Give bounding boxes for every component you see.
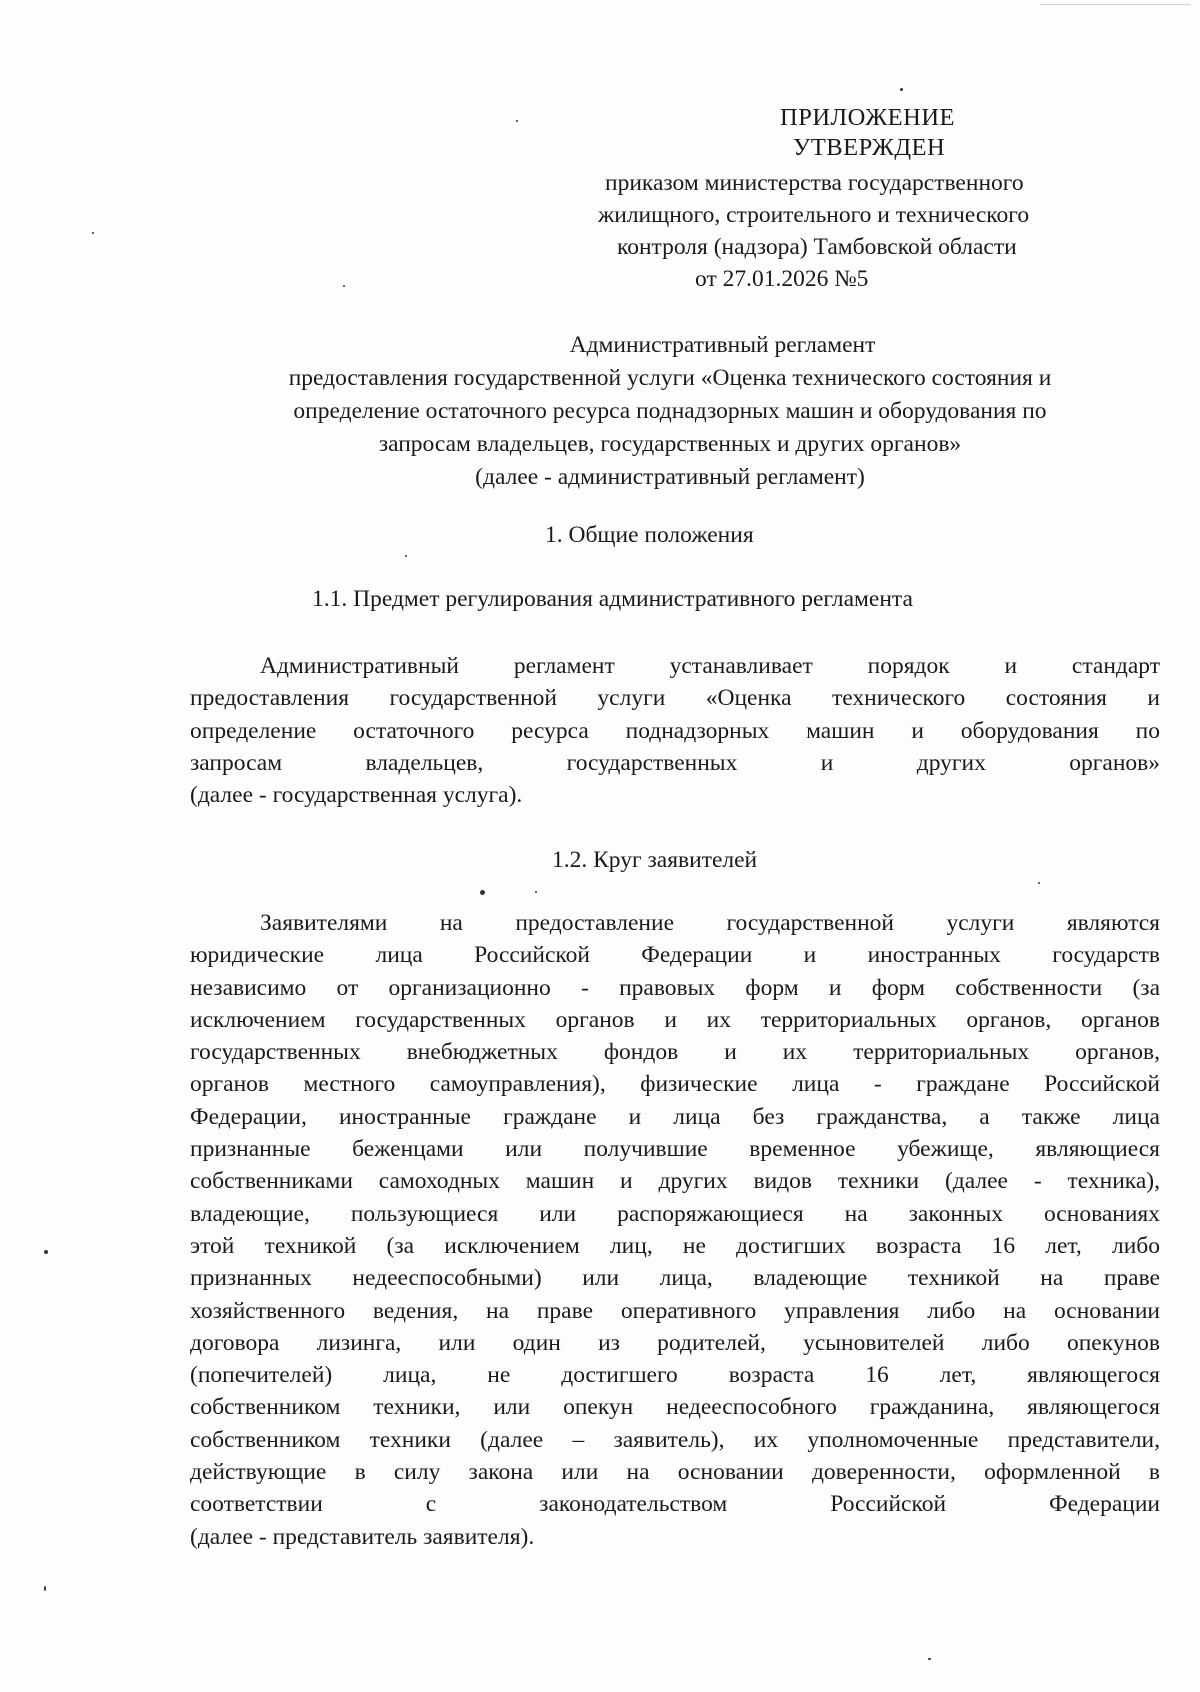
paragraph-line: определение остаточного ресурса поднадзорных машин и оборудования по <box>190 717 1160 744</box>
scan-speck <box>516 120 518 122</box>
approval-line: жилищного, строительного и технического <box>598 202 1030 228</box>
approval-date: от 27.01.2026 №5 <box>695 266 869 292</box>
paragraph-line: предоставления государственной услуги «Оценка технического состояния и <box>190 685 1160 712</box>
title-line: предоставления государственной услуги «Оценка технического состояния и <box>288 365 1052 391</box>
approved-label: УТВЕРЖДЕН <box>793 134 946 161</box>
paragraph-line: собственником техники (далее – заявитель), их уполномоченные представители, <box>190 1426 1160 1453</box>
paragraph-line: собственником техники, или опекун недееспособного гражданина, являющегося <box>190 1394 1160 1421</box>
paragraph-line: признанные беженцами или получившие временное убежище, являющиеся <box>190 1136 1160 1163</box>
scan-speck <box>44 1586 46 1591</box>
paragraph-line: независимо от организационно - правовых форм и форм собственности (за <box>190 974 1160 1001</box>
section-heading-general: 1. Общие положения <box>545 522 754 548</box>
scan-speck <box>928 1658 931 1660</box>
paragraph-subject <box>190 650 1160 811</box>
scan-speck <box>92 232 94 234</box>
paragraph-line: действующие в силу закона или на основании доверенности, оформленной в <box>190 1459 1160 1486</box>
paragraph-line: этой техникой (за исключением лиц, не достигших возраста 16 лет, либо <box>190 1232 1160 1259</box>
paragraph-line: признанных недееспособными) или лица, владеющие техникой на праве <box>190 1265 1160 1292</box>
scan-speck <box>44 1250 48 1254</box>
scan-speck <box>405 555 407 557</box>
paragraph-line: органов местного самоуправления), физические лица - граждане Российской <box>190 1071 1160 1098</box>
paragraph-line: Федерации, иностранные граждане и лица без гражданства, а также лица <box>190 1103 1160 1130</box>
scan-speck <box>480 890 485 895</box>
title-line: Административный регламент <box>569 332 876 358</box>
title-line: (далее - административный регламент) <box>475 464 865 490</box>
approval-line: контроля (надзора) Тамбовской области <box>617 234 1017 260</box>
paragraph-line: соответствии с законодательством Российской Федерации <box>190 1491 1160 1518</box>
title-line: запросам владельцев, государственных и других органов» <box>378 431 962 457</box>
paragraph-line: (далее - государственная услуга). <box>190 782 523 809</box>
title-line: определение остаточного ресурса поднадзорных машин и оборудования по <box>293 398 1047 424</box>
paragraph-applicants <box>190 907 1160 1553</box>
paragraph-line: исключением государственных органов и их территориальных органов, органов <box>190 1006 1160 1033</box>
section-heading-applicants: 1.2. Круг заявителей <box>552 847 758 873</box>
paragraph-line: юридические лица Российской Федерации и иностранных государств <box>190 942 1160 969</box>
paragraph-line: владеющие, пользующиеся или распоряжающиеся на законных основаниях <box>190 1200 1160 1227</box>
paragraph-line: Заявителями на предоставление государственной услуги являются <box>260 910 1160 936</box>
paragraph-line: государственных внебюджетных фондов и их территориальных органов, <box>190 1039 1160 1066</box>
paragraph-line: запросам владельцев, государственных и других органов» <box>190 749 1160 776</box>
scan-speck <box>535 891 537 893</box>
section-heading-subject: 1.1. Предмет регулирования административного регламента <box>312 586 913 612</box>
paragraph-line: Административный регламент устанавливает порядок и стандарт <box>260 653 1160 679</box>
document-title <box>140 329 1200 494</box>
paragraph-line: договора лизинга, или один из родителей, усыновителей либо опекунов <box>190 1329 1160 1356</box>
approval-line: приказом министерства государственного <box>605 170 1024 196</box>
scan-speck <box>343 285 345 287</box>
scan-speck <box>900 88 903 91</box>
scan-speck <box>1038 882 1040 884</box>
paragraph-line: (далее - представитель заявителя). <box>190 1523 535 1550</box>
appendix-label: ПРИЛОЖЕНИЕ <box>780 104 955 131</box>
scan-edge-line <box>1040 4 1190 5</box>
paragraph-line: (попечителей) лица, не достигшего возраста 16 лет, являющегося <box>190 1362 1160 1389</box>
paragraph-line: собственниками самоходных машин и других видов техники (далее - техника), <box>190 1168 1160 1195</box>
paragraph-line: хозяйственного ведения, на праве оперативного управления либо на основании <box>190 1297 1160 1324</box>
